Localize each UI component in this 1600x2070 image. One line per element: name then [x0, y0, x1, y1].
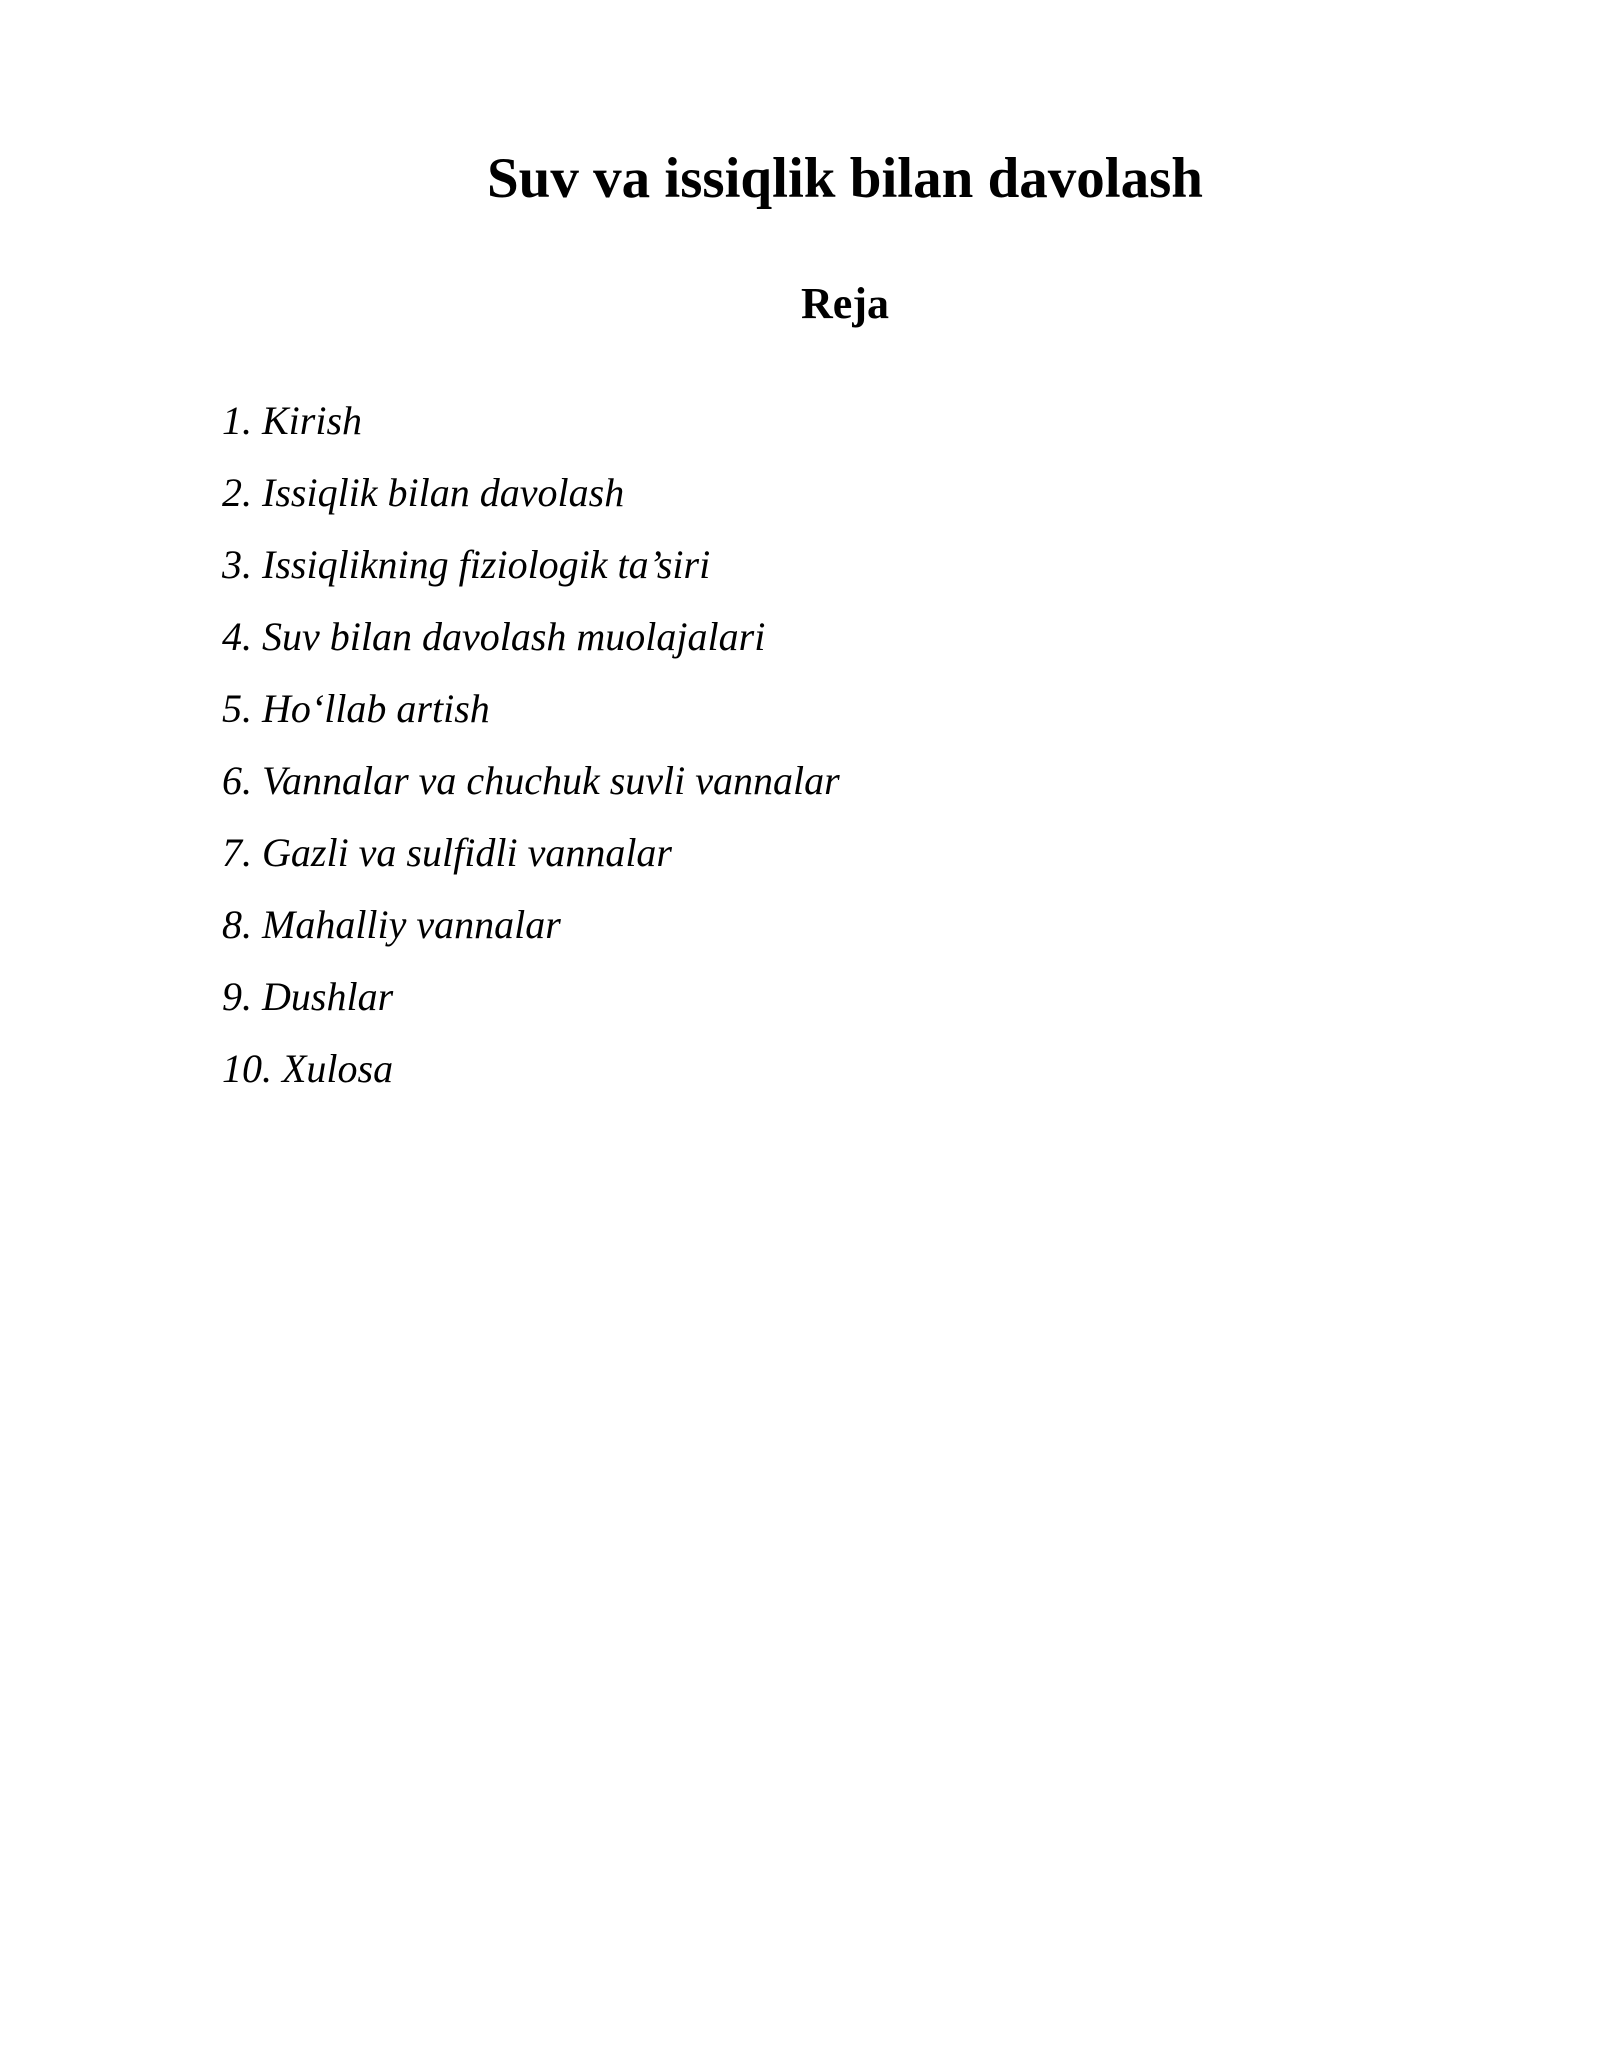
plan-item: 2. Issiqlik bilan davolash — [222, 470, 625, 515]
plan-item: 6. Vannalar va chuchuk suvli vannalar — [222, 758, 840, 803]
plan-item: 4. Suv bilan davolash muolajalari — [222, 614, 766, 659]
plan-item: 9. Dushlar — [222, 974, 394, 1019]
document-title: Suv va issiqlik bilan davolash — [486, 147, 1203, 210]
plan-item: 5. Ho‘llab artish — [222, 686, 490, 731]
plan-item: 8. Mahalliy vannalar — [222, 902, 561, 947]
plan-item: 3. Issiqlikning fiziologik ta’siri — [222, 542, 711, 587]
plan-list — [222, 385, 840, 1105]
plan-heading: Reja — [801, 279, 889, 328]
plan-item: 1. Kirish — [222, 398, 363, 443]
plan-item: 7. Gazli va sulfidli vannalar — [222, 830, 672, 875]
plan-item: 10. Xulosa — [222, 1046, 394, 1091]
